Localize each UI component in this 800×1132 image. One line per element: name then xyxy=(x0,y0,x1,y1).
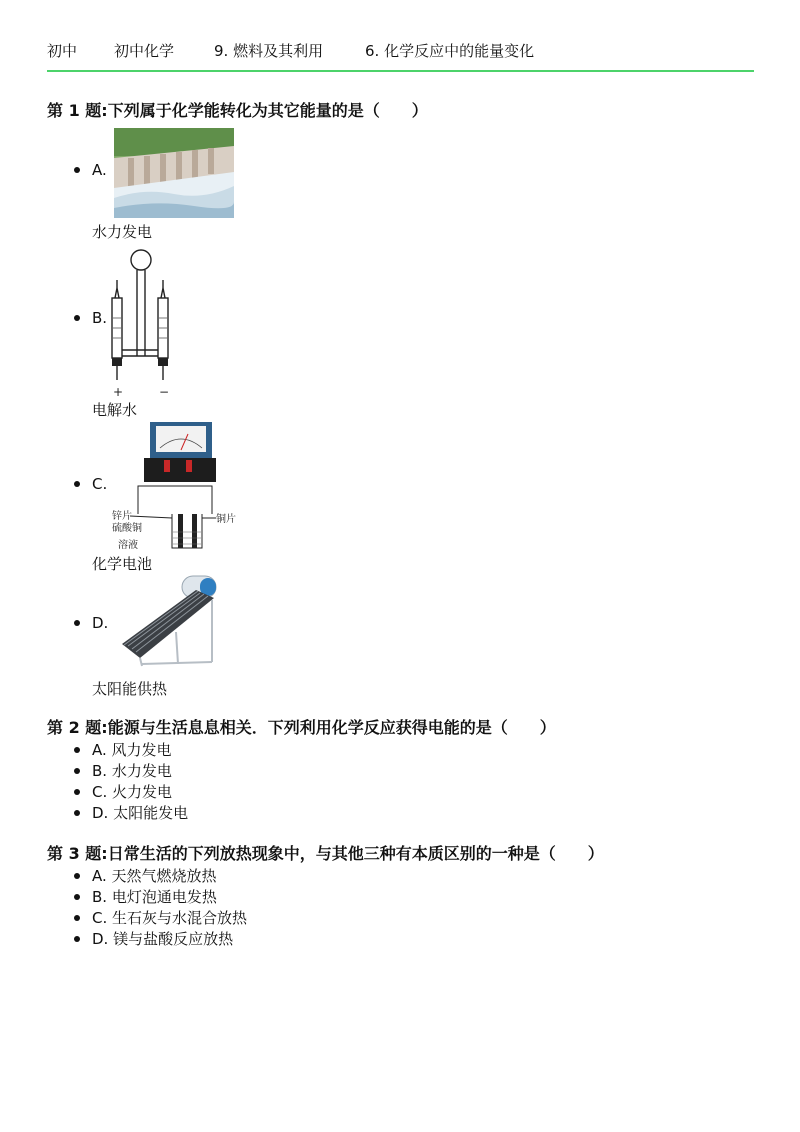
bullet-icon xyxy=(74,747,80,753)
option-a[interactable] xyxy=(74,160,107,181)
bullet-icon xyxy=(74,167,80,173)
q3-option-a[interactable] xyxy=(74,866,217,887)
option-d-letter: D. xyxy=(92,614,109,632)
question-1-label: 第 1 题: xyxy=(47,101,108,120)
question-2-stem: 能源与生活息息相关．下列利用化学反应获得电能的是（ ） xyxy=(107,718,556,737)
bullet-icon xyxy=(74,915,80,921)
q2-option-c[interactable] xyxy=(74,782,172,803)
q2-option-c-text: C. 火力发电 xyxy=(92,783,173,801)
option-b-letter: B. xyxy=(92,309,108,327)
plus-sign-label: + xyxy=(113,385,124,399)
q2-option-b[interactable] xyxy=(74,761,172,782)
water-electrolysis-apparatus xyxy=(106,248,184,400)
question-1-stem: 下列属于化学能转化为其它能量的是（ ） xyxy=(107,101,428,120)
q2-option-b-text: B. 水力发电 xyxy=(92,762,172,780)
option-b[interactable] xyxy=(74,308,107,329)
bullet-icon xyxy=(74,620,80,626)
q3-option-b-text: B. 电灯泡通电发热 xyxy=(92,888,217,906)
q3-option-c-text: C. 生石灰与水混合放热 xyxy=(92,909,248,927)
bullet-icon xyxy=(74,873,80,879)
header-divider xyxy=(47,70,754,72)
zinc-plate-label: 锌片 xyxy=(112,511,132,522)
bullet-icon xyxy=(74,768,80,774)
breadcrumb-item-unit[interactable]: 9. 燃料及其利用 xyxy=(214,42,324,60)
minus-sign-label: − xyxy=(159,385,170,399)
q3-option-a-text: A. 天然气燃烧放热 xyxy=(92,867,217,885)
bullet-icon xyxy=(74,810,80,816)
q2-option-a[interactable] xyxy=(74,740,172,761)
option-c[interactable] xyxy=(74,474,107,495)
option-c-caption: 化学电池 xyxy=(92,555,153,573)
copper-plate-label: 铜片 xyxy=(216,514,236,525)
question-3-title xyxy=(47,843,604,865)
q3-option-d[interactable] xyxy=(74,929,233,950)
question-2-label: 第 2 题: xyxy=(47,718,108,737)
breadcrumb-item-topic[interactable]: 6. 化学反应中的能量变化 xyxy=(365,42,535,60)
q3-option-b[interactable] xyxy=(74,887,217,908)
q2-option-d[interactable] xyxy=(74,803,188,824)
hydropower-dam-photo xyxy=(114,128,234,218)
question-3-stem: 日常生活的下列放热现象中，与其他三种有本质区别的一种是（ ） xyxy=(107,844,604,863)
solution-label: 溶液 xyxy=(118,540,138,551)
bullet-icon xyxy=(74,936,80,942)
option-d[interactable] xyxy=(74,613,108,634)
option-b-caption: 电解水 xyxy=(92,401,138,419)
option-a-letter: A. xyxy=(92,161,107,179)
q3-option-c[interactable] xyxy=(74,908,247,929)
bullet-icon xyxy=(74,894,80,900)
question-2-title xyxy=(47,717,556,739)
bullet-icon xyxy=(74,481,80,487)
breadcrumb-item-level[interactable]: 初中 xyxy=(47,42,78,60)
q2-option-d-text: D. 太阳能发电 xyxy=(92,804,189,822)
option-c-letter: C. xyxy=(92,475,108,493)
q2-option-a-text: A. 风力发电 xyxy=(92,741,172,759)
question-3-label: 第 3 题: xyxy=(47,844,108,863)
galvanic-cell-with-meter xyxy=(112,418,242,554)
bullet-icon xyxy=(74,789,80,795)
copper-sulfate-label: 硫酸铜 xyxy=(112,523,142,534)
option-a-caption: 水力发电 xyxy=(92,223,153,241)
question-1-title xyxy=(47,100,428,122)
solar-water-heater-photo xyxy=(112,574,218,668)
bullet-icon xyxy=(74,315,80,321)
breadcrumb xyxy=(47,40,754,62)
breadcrumb-item-subject[interactable]: 初中化学 xyxy=(114,42,175,60)
option-d-caption: 太阳能供热 xyxy=(92,680,168,698)
q3-option-d-text: D. 镁与盐酸反应放热 xyxy=(92,930,234,948)
